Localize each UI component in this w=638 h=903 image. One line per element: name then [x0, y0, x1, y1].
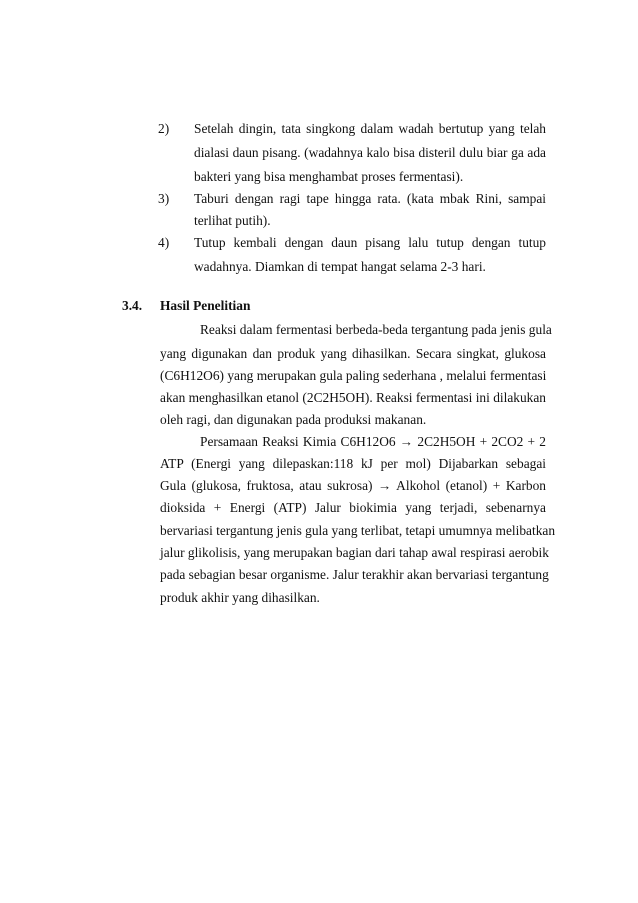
paragraph-line: bervariasi tergantung jenis gula yang terlibat, tetapi umumnya melibatkan [160, 523, 556, 538]
paragraph-line: jalur glikolisis, yang merupakan bagian dari tahap awal respirasi aerobik [160, 545, 549, 560]
paragraph-line: Reaksi dalam fermentasi berbeda-beda tergantung pada jenis gula [200, 322, 552, 337]
list-item-line: wadahnya. Diamkan di tempat hangat selama 2-3 hari. [194, 259, 486, 274]
paragraph-line: oleh ragi, dan digunakan pada produksi makanan. [160, 412, 427, 427]
list-item-number: 4) [158, 235, 170, 250]
paragraph-line: ATP (Energi yang dilepaskan:118 kJ per mol) Dijabarkan sebagai [160, 456, 546, 471]
list-item-line: Setelah dingin, tata singkong dalam wadah bertutup yang telah [194, 121, 546, 136]
list-item-line: terlihat putih). [194, 213, 271, 228]
paragraph-line: Gula (glukosa, fruktosa, atau sukrosa) → Alkohol (etanol) + Karbon [160, 478, 546, 493]
paragraph-line: (C6H12O6) yang merupakan gula paling sederhana , melalui fermentasi [160, 368, 547, 383]
list-item-line: Taburi dengan ragi tape hingga rata. (kata mbak Rini, sampai [194, 191, 546, 206]
section-number: 3.4. [122, 298, 143, 313]
paragraph-line: pada sebagian besar organisme. Jalur terakhir akan bervariasi tergantung [160, 567, 549, 582]
section-title: Hasil Penelitian [160, 298, 251, 313]
list-item-number: 3) [158, 191, 170, 206]
paragraph-line: akan menghasilkan etanol (2C2H5OH). Reaksi fermentasi ini dilakukan [160, 390, 546, 405]
paragraph-line: dioksida + Energi (ATP) Jalur biokimia yang terjadi, sebenarnya [160, 500, 546, 515]
list-item-line: Tutup kembali dengan daun pisang lalu tutup dengan tutup [194, 235, 546, 250]
paragraph-line: produk akhir yang dihasilkan. [160, 590, 320, 605]
paragraph-line: Persamaan Reaksi Kimia C6H12O6 → 2C2H5OH + 2CO2 + 2 [200, 434, 546, 449]
list-item-line: dialasi daun pisang. (wadahnya kalo bisa disteril dulu biar ga ada [194, 145, 546, 160]
list-item-number: 2) [158, 121, 170, 136]
paragraph-line: yang digunakan dan produk yang dihasilkan. Secara singkat, glukosa [160, 346, 546, 361]
list-item-line: bakteri yang bisa menghambat proses fermentasi). [194, 169, 464, 184]
